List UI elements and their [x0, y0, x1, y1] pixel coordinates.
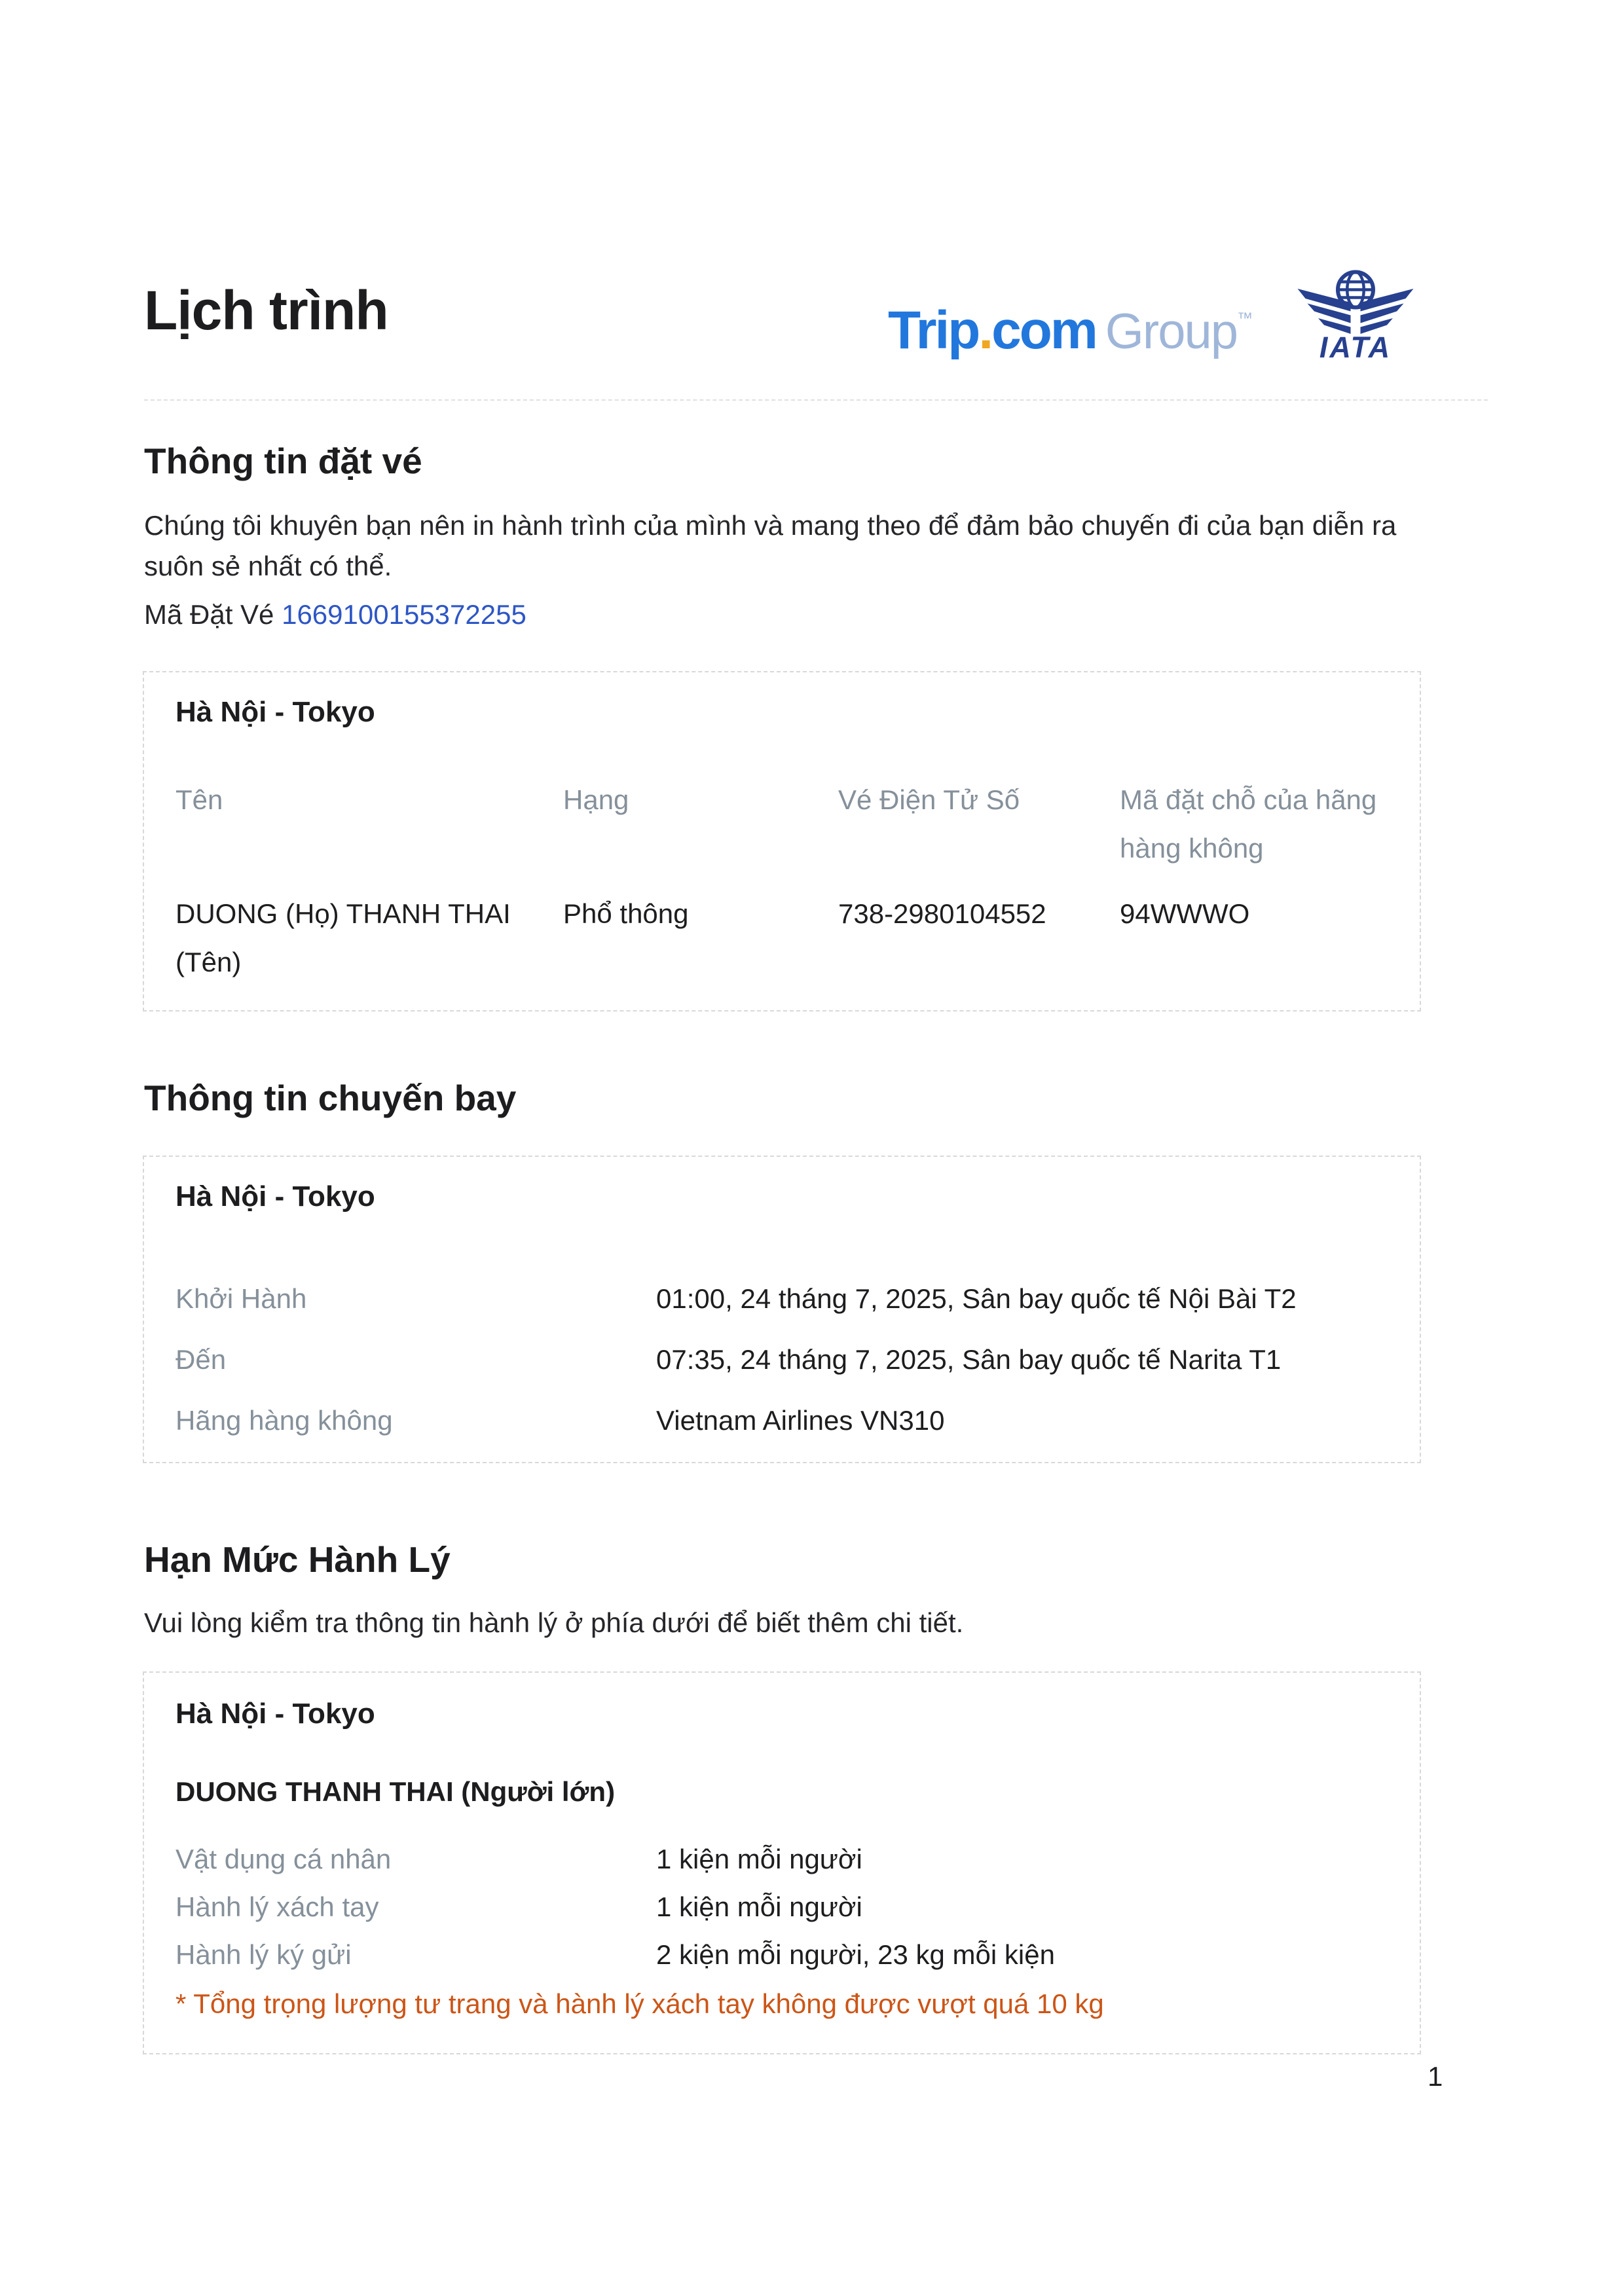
personal-item-label: Vật dụng cá nhân [175, 1844, 392, 1874]
baggage-weight-warning: * Tổng trọng lượng tư trang và hành lý xách tay không được vượt quá 10 kg [175, 1988, 1104, 2019]
booking-code-line [144, 594, 526, 635]
tripcom-word-trip: Trip [888, 301, 979, 360]
carry-on-value: 1 kiện mỗi người [656, 1891, 862, 1922]
arrival-label: Đến [175, 1344, 227, 1375]
column-header-name: Tên [175, 784, 223, 815]
route-title: Hà Nội - Tokyo [175, 696, 375, 728]
airline-label: Hãng hàng không [175, 1405, 393, 1436]
tripcom-wordmark [888, 301, 1096, 360]
booking-code-link[interactable]: 1669100155372255 [282, 599, 526, 630]
arrival-value: 07:35, 24 tháng 7, 2025, Sân bay quốc tế Narita T1 [656, 1344, 1282, 1375]
booking-section-heading: Thông tin đặt vé [144, 441, 422, 481]
page-number: 1 [1428, 2061, 1443, 2092]
trademark-symbol: ™ [1237, 310, 1253, 327]
group-wordmark: Group [1105, 304, 1237, 359]
booking-note: Chúng tôi khuyên bạn nên in hành trình của mình và mang theo để đảm bảo chuyến đi của bạn diễn ra suôn sẻ nhất có thể. [144, 510, 1397, 581]
tripcom-dot: . [978, 301, 992, 360]
cabin-class-cell: Phổ thông [563, 898, 689, 929]
baggage-note: Vui lòng kiểm tra thông tin hành lý ở phía dưới để biết thêm chi tiết. [144, 1607, 964, 1638]
departure-value: 01:00, 24 tháng 7, 2025, Sân bay quốc tế Nội Bài T2 [656, 1283, 1297, 1314]
booking-route-card [143, 671, 1421, 1011]
checked-baggage-value: 2 kiện mỗi người, 23 kg mỗi kiện [656, 1939, 1055, 1970]
baggage-passenger-name: DUONG THANH THAI (Người lớn) [175, 1776, 616, 1807]
baggage-route-card [143, 1671, 1421, 2054]
column-header-class: Hạng [563, 784, 629, 815]
page-title: Lịch trình [144, 280, 388, 341]
personal-item-value: 1 kiện mỗi người [656, 1844, 862, 1874]
iata-label: IATA [1319, 331, 1392, 361]
passenger-name-cell: DUONG (Họ) THANH THAI (Tên) [175, 898, 511, 977]
iata-wings-globe-icon [1291, 263, 1420, 361]
tripcom-group-logo [888, 300, 1253, 361]
booking-code-label: Mã Đặt Vé [144, 599, 274, 630]
flight-section-heading: Thông tin chuyến bay [144, 1078, 517, 1118]
route-title: Hà Nội - Tokyo [175, 1180, 375, 1212]
departure-label: Khởi Hành [175, 1283, 307, 1314]
eticket-number-cell: 738-2980104552 [838, 898, 1046, 929]
column-header-eticket: Vé Điện Tử Số [838, 784, 1020, 815]
header-divider [144, 399, 1488, 401]
flight-route-card [143, 1156, 1421, 1463]
carry-on-label: Hành lý xách tay [175, 1891, 379, 1922]
airline-pnr-cell: 94WWWO [1120, 898, 1250, 929]
checked-baggage-label: Hành lý ký gửi [175, 1939, 352, 1970]
column-header-airline-pnr: Mã đặt chỗ của hãng hàng không [1120, 784, 1377, 864]
airline-value: Vietnam Airlines VN310 [656, 1405, 945, 1436]
tripcom-word-com: com [991, 301, 1096, 360]
iata-logo [1291, 263, 1420, 365]
baggage-section-heading: Hạn Mức Hành Lý [144, 1539, 451, 1580]
route-title: Hà Nội - Tokyo [175, 1698, 375, 1730]
